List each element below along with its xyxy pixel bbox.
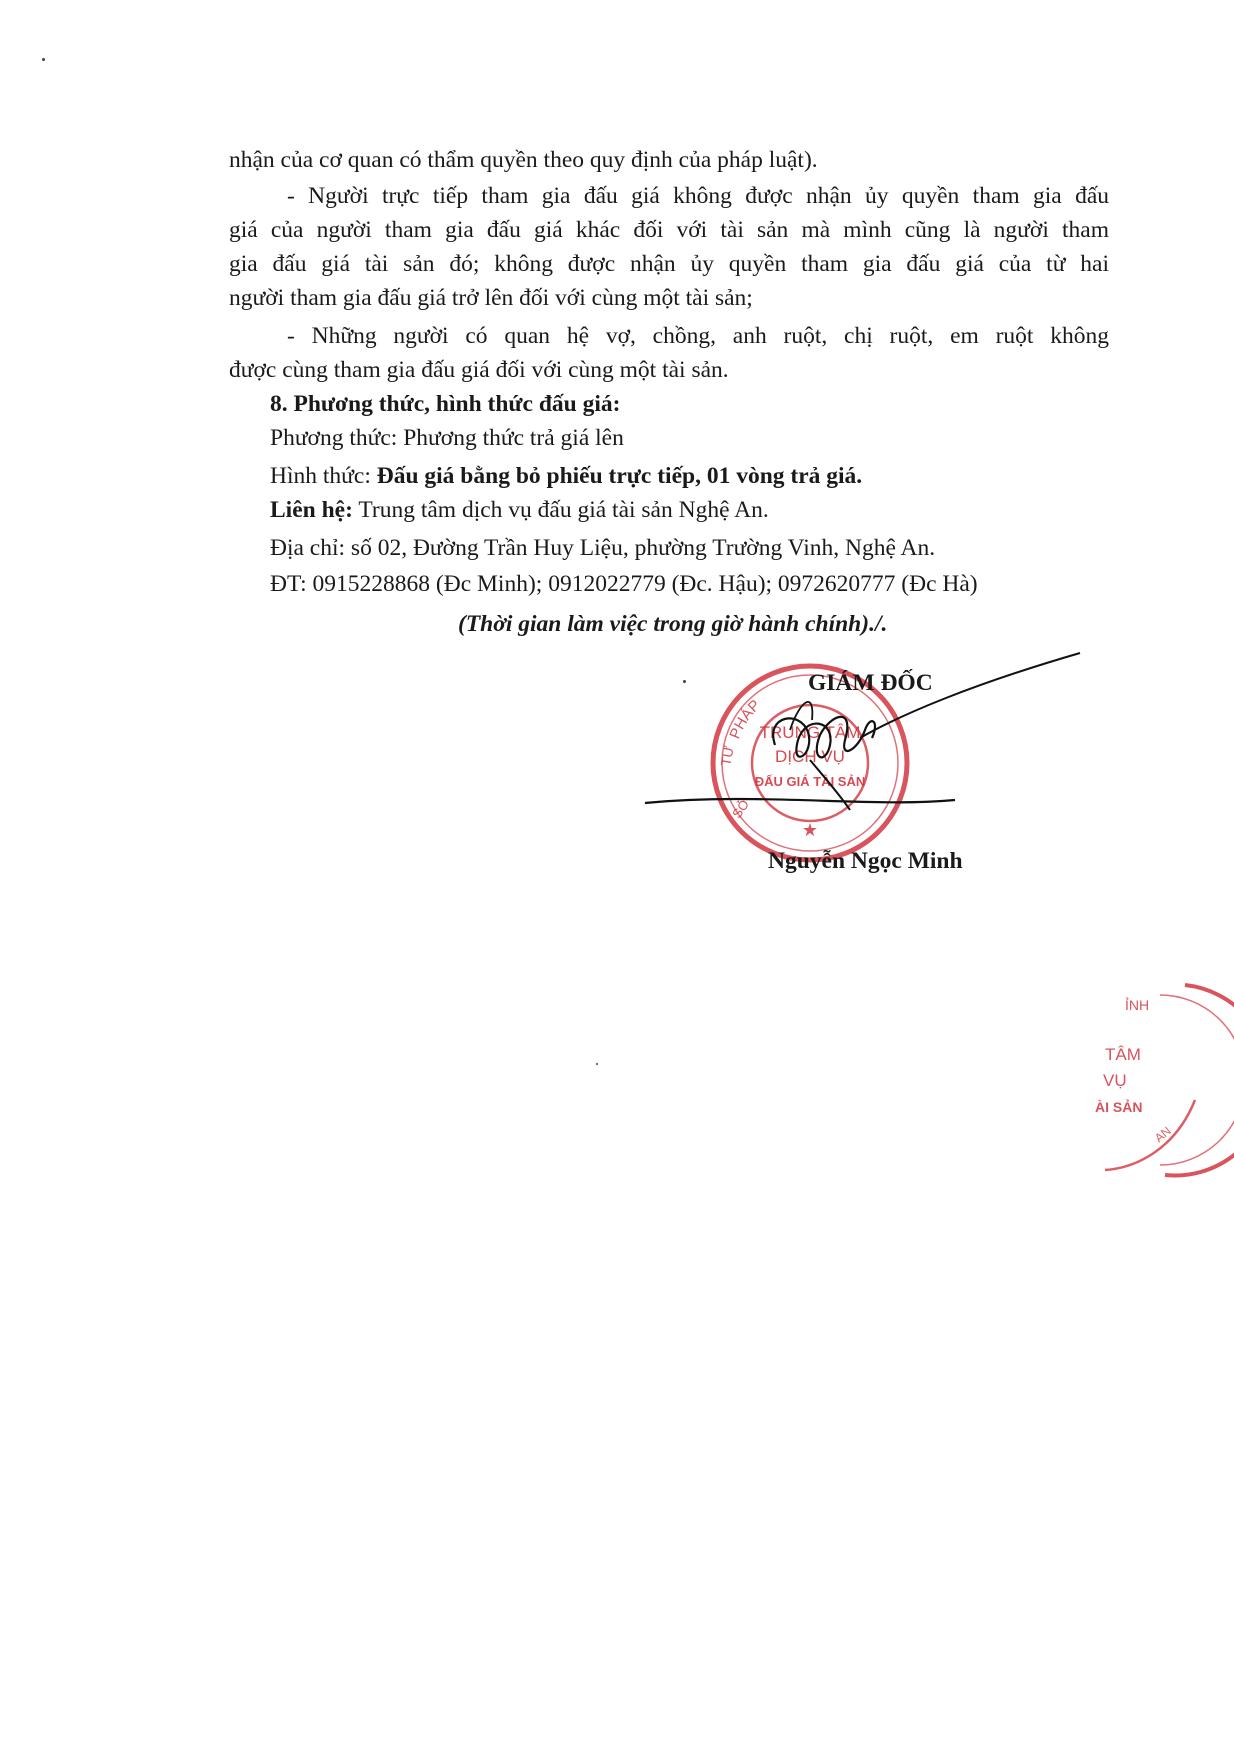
scan-speck [42, 58, 45, 61]
method-value: Phương thức trả giá lên [397, 425, 624, 451]
partial-seal-line-1: TÂM [1105, 1045, 1141, 1064]
contact-value: Trung tâm dịch vụ đấu giá tài sản Nghệ An. [352, 497, 769, 523]
partial-seal-line-3: ÀI SẢN [1095, 1099, 1143, 1115]
phone-line: ĐT: 0915228868 (Đc Minh); 0912022779 (Đc. Hậu); 0972620777 (Đc Hà) [270, 571, 978, 597]
scan-speck [683, 680, 686, 683]
partial-seal [1095, 980, 1225, 1180]
method-label: Phương thức: [270, 425, 398, 451]
seal-top-text: PHÁP [726, 696, 764, 742]
seal-line-1: TRUNG TÂM [759, 723, 861, 742]
method-line [270, 424, 624, 452]
text-line-2: - Người trực tiếp tham gia đấu giá không được nhận ủy quyền tham gia đấu [287, 183, 1109, 209]
seal-line-3: ĐẤU GIÁ TÀI SẢN [754, 774, 866, 789]
text-line-3: giá của người tham gia đấu giá khác đối với tài sản mà mình cũng là người tham [229, 217, 1109, 243]
text-line-4: gia đấu giá tài sản đó; không được nhận ủy quyền tham gia đấu giá của từ hai [229, 251, 1109, 277]
seal-star-icon: ★ [801, 820, 819, 841]
form-line [270, 462, 862, 490]
handwritten-signature [640, 660, 1160, 800]
address-line: Địa chỉ: số 02, Đường Trần Huy Liệu, phường Trường Vinh, Nghệ An. [270, 535, 936, 561]
signer-name: Nguyễn Ngọc Minh [768, 848, 963, 874]
partial-seal-line-0: ỈNH [1125, 997, 1150, 1013]
hours-line: (Thời gian làm việc trong giờ hành chính)./. [458, 611, 888, 637]
signature-title: GIÁM ĐỐC [808, 670, 933, 696]
partial-seal-line-2: VỤ [1103, 1071, 1127, 1090]
seal-bottom-left-text: SỞ [729, 796, 753, 821]
text-line-6: - Những người có quan hệ vợ, chồng, anh ruột, chị ruột, em ruột không [287, 323, 1109, 349]
seal-line-2: DỊCH VỤ [775, 747, 845, 766]
scan-speck [596, 1063, 598, 1065]
contact-label: Liên hệ: [270, 497, 353, 523]
text-line-7: được cùng tham gia đấu giá đối với cùng một tài sản. [229, 357, 729, 383]
form-label: Hình thức: [270, 463, 371, 489]
text-line-1: nhận của cơ quan có thẩm quyền theo quy định của pháp luật). [229, 147, 818, 173]
partial-seal-line-4: AN [1151, 1123, 1174, 1146]
form-value: Đấu giá bằng bỏ phiếu trực tiếp, 01 vòng trả giá. [370, 463, 863, 489]
section-heading: 8. Phương thức, hình thức đấu giá: [270, 391, 621, 417]
contact-line [270, 496, 769, 524]
seal-left-text: TƯ [717, 744, 737, 768]
text-line-5: người tham gia đấu giá trở lên đối với cùng một tài sản; [229, 285, 753, 311]
